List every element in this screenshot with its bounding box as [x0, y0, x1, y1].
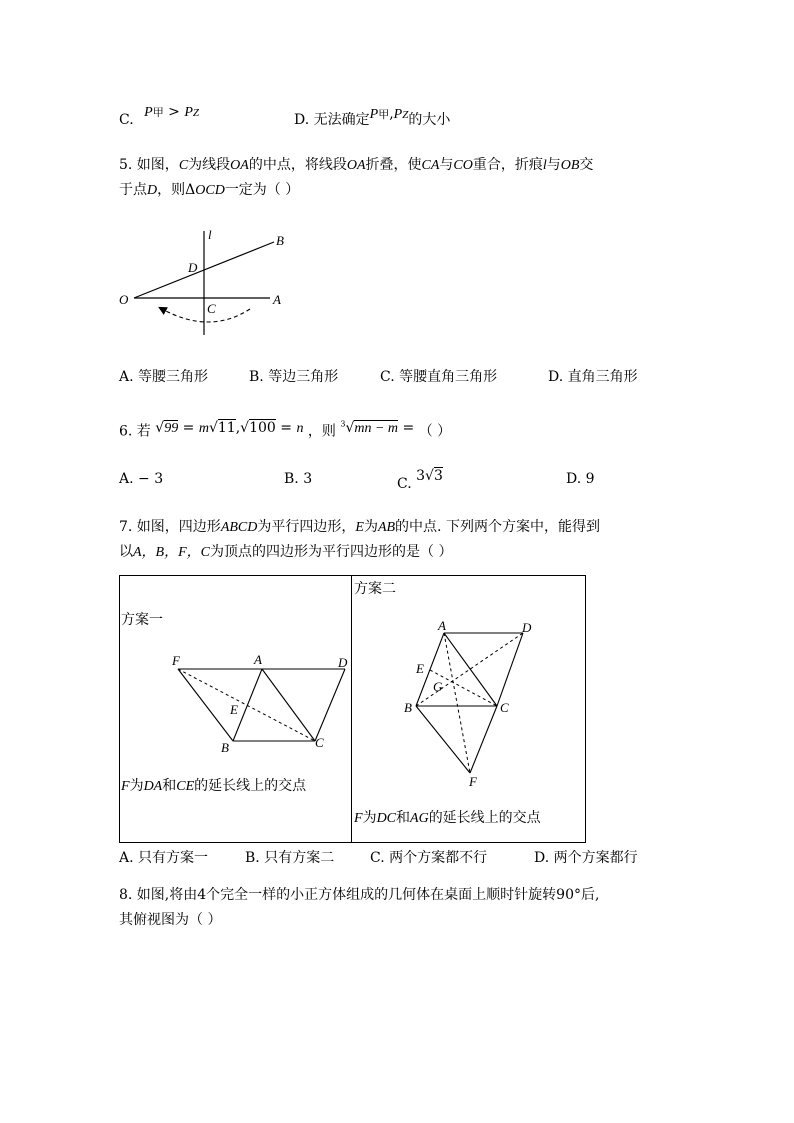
q7-p1c-a: 为: [129, 778, 144, 794]
q6-index: 3: [340, 419, 346, 428]
q7-plan2-title: 方案二: [354, 581, 396, 597]
q5-u5: OCD: [195, 183, 225, 198]
q7-p2c-ag: AG: [410, 811, 429, 826]
q6-option-b: B. 3: [284, 471, 313, 487]
q6-radical-1: √99: [155, 419, 179, 436]
q6-eq1: =: [178, 419, 199, 436]
q5-label-b: B: [276, 233, 284, 248]
q5-t1: 5. 如图，: [119, 157, 179, 173]
q4-d-p2: P: [393, 107, 403, 122]
q7-p1-label-e: E: [230, 702, 238, 717]
q7-p2-label-d: D: [522, 620, 532, 635]
q7-t5: 为: [363, 519, 378, 535]
q5-u4: Δ: [185, 182, 196, 198]
q4-c-p2: P: [184, 105, 193, 120]
q7-p1c-b: 和: [162, 778, 177, 794]
q5-t14: OB: [560, 158, 580, 173]
q4-d-text-post: 的大小: [408, 112, 451, 128]
q6-c-coef: 3: [416, 468, 426, 484]
q5-t13: 与: [546, 157, 561, 173]
q7-p2c-a: 为: [362, 810, 377, 826]
q7-p2c-f: F: [354, 811, 363, 826]
q6-c-rad: 3: [433, 468, 443, 484]
q6-option-a: A. − 3: [119, 471, 164, 487]
q8-stem-line1: 8. 如图,将由4个完全一样的小正方体组成的几何体在桌面上顺时针旋转90°后,: [119, 887, 600, 903]
q6-option-d: D. 9: [566, 471, 595, 487]
q6-eq2: =: [275, 419, 297, 436]
q5-t12: l: [542, 158, 547, 173]
q7-p1-label-c: C: [315, 735, 324, 750]
q7-p2-cf: [470, 706, 497, 773]
q5-t2: C: [178, 158, 189, 173]
q4-d-sub2: Z: [402, 109, 409, 121]
q7-p2-label-f: F: [469, 774, 477, 789]
q7-p1c-f: F: [121, 779, 130, 794]
q4-d-p1: P: [369, 107, 379, 122]
q5-label-d: D: [188, 260, 198, 275]
q7-p1c-c: 的延长线上的交点: [194, 778, 307, 794]
q6-comma: ,: [235, 419, 241, 436]
q7-p2-label-e: E: [416, 661, 424, 676]
q7-p2-bf: [416, 706, 470, 773]
q5-u1: 于点: [119, 182, 147, 198]
q6-r1: 99: [164, 420, 179, 436]
q7-u1: 以: [119, 544, 133, 560]
q6-n: n: [296, 420, 304, 436]
q6-eq3: =: [398, 419, 419, 436]
q7-u2: A，B，F，C: [133, 545, 210, 560]
q7-t4: E: [355, 520, 364, 535]
q7-p2-cd: [497, 633, 523, 706]
q5-option-c: C. 等腰直角三角形: [380, 369, 498, 385]
q7-p1-fb: [178, 669, 233, 741]
q5-t4: OA: [230, 158, 249, 173]
q5-t6: OA: [346, 158, 366, 173]
q7-p2c-b: 和: [396, 810, 411, 826]
q5-label-a: A: [273, 292, 281, 307]
q4-c-rel: >: [163, 104, 185, 120]
q8-stem-line2: 其俯视图为（ ）: [119, 912, 222, 928]
q7-p2-label-b: B: [404, 700, 412, 715]
q6-radical-2: √11: [208, 419, 236, 436]
q6-r4: mn − m: [354, 420, 399, 436]
q5-u6: 一定为（ ）: [224, 182, 300, 198]
q6-m: m: [198, 420, 209, 436]
q5-t3: 为线段: [188, 157, 231, 173]
q4-c-sub1: 甲: [152, 106, 164, 119]
q5-u3: ，则: [157, 182, 186, 198]
q6-mid: ，则: [307, 423, 336, 440]
q7-p2-af-dashed: [444, 633, 470, 773]
q6-radical-3: √100: [240, 419, 276, 436]
q5-label-c: C: [207, 301, 216, 316]
q7-p2c-dc: DC: [376, 811, 397, 826]
q7-t3: 为平行四边形，: [257, 519, 356, 535]
q4-c-p1: P: [144, 105, 153, 120]
q7-t1: 7. 如图，四边形: [119, 519, 221, 535]
q7-option-b: B. 只有方案二: [245, 850, 335, 866]
q5-option-a: A. 等腰三角形: [119, 369, 209, 385]
q4-option-c-label: C.: [119, 112, 134, 128]
q5-t10: CO: [453, 158, 473, 173]
q5-t11: 重合，折痕: [472, 157, 543, 173]
q6-option-c-label: C.: [397, 476, 412, 492]
q7-p1-label-a: A: [254, 652, 262, 667]
q7-t2: ABCD: [220, 520, 258, 535]
q7-option-a: A. 只有方案一: [119, 850, 209, 866]
q6-r2: 11: [217, 419, 236, 436]
q7-p1-label-f: F: [172, 653, 180, 668]
q7-p1c-da: DA: [143, 779, 163, 794]
q7-p2-bd-dashed: [416, 633, 523, 706]
q6-option-c-expr: 3√3: [416, 468, 443, 484]
q4-d-text-pre: 无法确定: [313, 112, 370, 128]
q7-u3: 为顶点的四边形为平行四边形的是（ ）: [210, 544, 453, 560]
q7-p1-ac: [262, 669, 315, 741]
q5-label-l: l: [208, 227, 212, 242]
q4-option-d-label: D.: [294, 112, 310, 128]
q7-p2-ac: [444, 633, 497, 706]
q5-t8: CA: [421, 158, 440, 173]
q7-p2-label-a: A: [438, 618, 446, 633]
q7-p1-cd: [315, 669, 345, 741]
q5-t7: 折叠，使: [365, 157, 422, 173]
q7-plan1-title: 方案一: [121, 612, 163, 628]
q6-expr-2: $^3$√mn − m =: [340, 419, 419, 436]
q7-p2-label-c: C: [500, 700, 509, 715]
q7-option-d: D. 两个方案都行: [534, 850, 638, 866]
q6-tail: （ ）: [418, 423, 452, 440]
q5-t9: 与: [439, 157, 454, 173]
q4-d-comma: ,: [389, 106, 394, 122]
q7-t6: AB: [377, 520, 396, 535]
q5-u2: D: [147, 183, 158, 198]
q6-r3: 100: [249, 419, 276, 436]
q4-c-sub2: Z: [192, 107, 200, 119]
q7-option-c: C. 两个方案都不行: [370, 850, 488, 866]
q5-t5: 的中点，将线段: [248, 157, 347, 173]
q5-t15: 交: [579, 157, 594, 173]
q5-label-o: O: [119, 292, 129, 307]
q5-option-d: D. 直角三角形: [548, 369, 638, 385]
q7-p1-label-d: D: [338, 655, 348, 670]
q7-t7: 的中点. 下列两个方案中，能得到: [395, 519, 600, 535]
q7-p1-label-b: B: [221, 740, 229, 755]
q7-p2c-c: 的延长线上的交点: [428, 810, 541, 826]
q7-p1c-ce: CE: [176, 779, 195, 794]
q7-p2-label-g: G: [433, 679, 443, 694]
q7-p1-fc-dashed: [178, 669, 315, 741]
q4-d-sub1: 甲: [378, 108, 390, 121]
q5-option-b: B. 等边三角形: [249, 369, 339, 385]
q6-prefix: 6. 若: [119, 423, 151, 440]
